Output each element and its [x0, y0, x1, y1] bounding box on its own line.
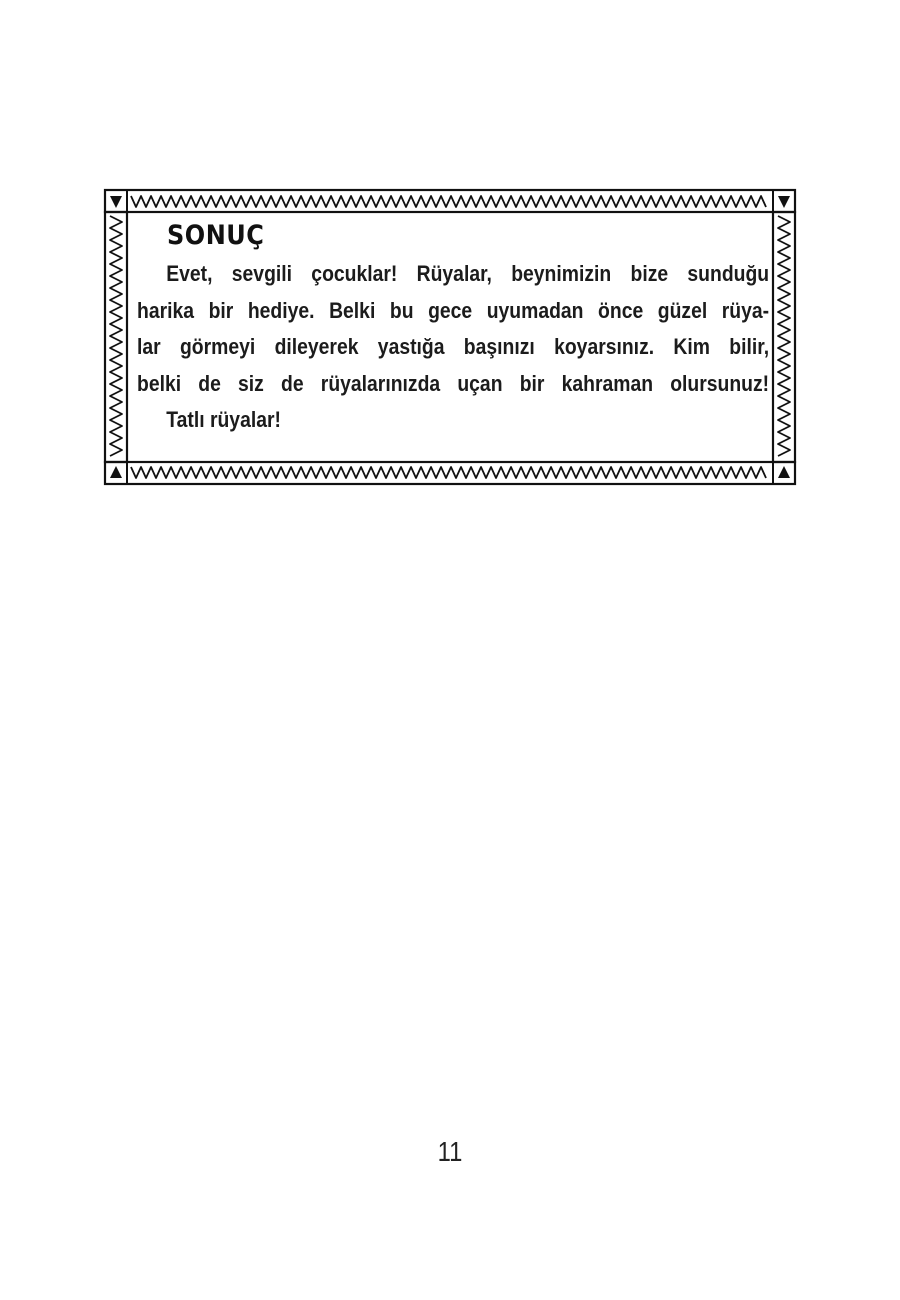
paragraph-line: lar görmeyi dileyerek yastığa başınızı koyarsınız. Kim bilir,: [137, 334, 770, 359]
page-number: 11: [437, 1136, 463, 1167]
conclusion-content: [137, 216, 769, 439]
paragraph-line: belki de siz de rüyalarınızda uçan bir kahraman olursunuz!: [137, 370, 770, 396]
paragraph-line: Tatlı rüyalar!: [166, 407, 281, 432]
conclusion-paragraph: [137, 256, 769, 439]
conclusion-box: [103, 188, 797, 486]
paragraph-line: Evet, sevgili çocuklar! Rüyalar, beynimizin bize sunduğu: [166, 261, 770, 286]
paragraph-line: harika bir hediye. Belki bu gece uyumadan önce güzel rüya-: [137, 297, 770, 323]
section-heading: SONUÇ: [167, 219, 265, 251]
